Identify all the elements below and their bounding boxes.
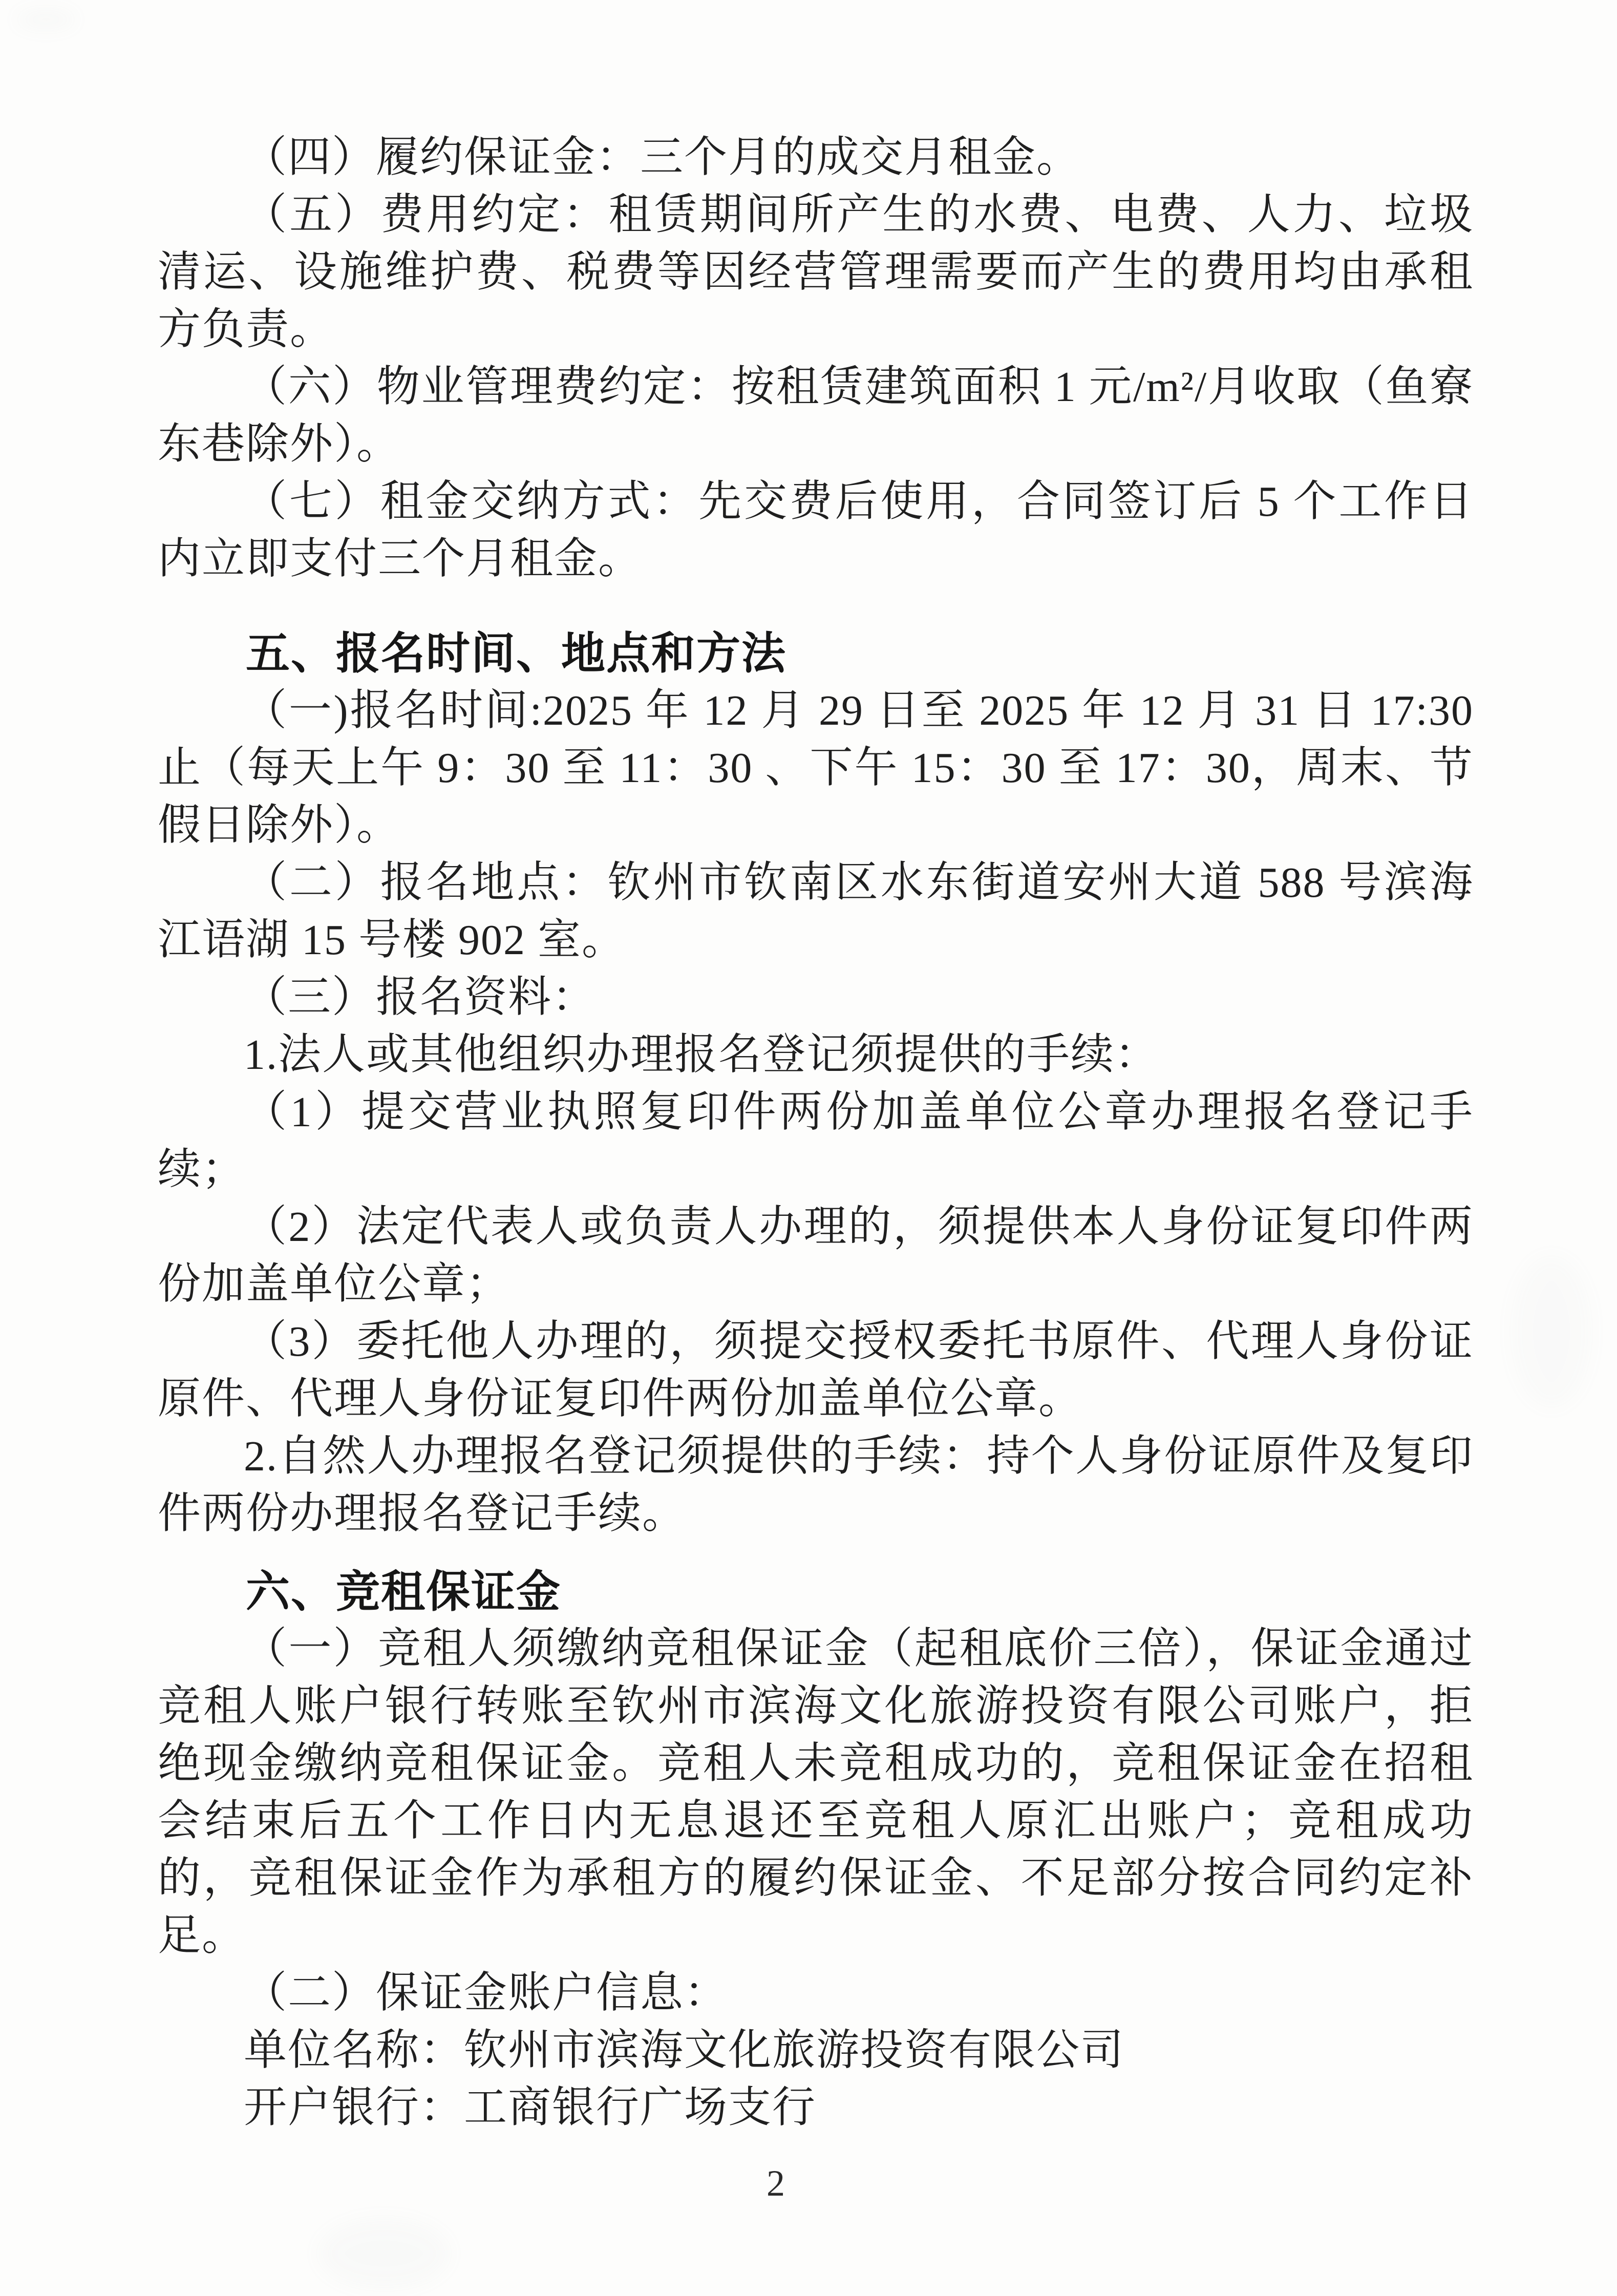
page-number: 2 [767,2163,785,2204]
document-body [158,129,1474,2137]
paragraph: 单位名称：钦州市滨海文化旅游投资有限公司 [244,2027,1125,2074]
section-heading: 六、竞租保证金 [246,1567,561,1616]
paragraph: （六）物业管理费约定：按租赁建筑面积 1 元/m²/月收取（鱼寮东巷除外）。 [158,363,1474,468]
paragraph: 1.法人或其他组织办理报名登记须提供的手续： [244,1031,1159,1079]
paragraph: （一)报名时间:2025 年 12 月 29 日至 2025 年 12 月 31 日 17:30 止（每天上午 9：30 至 11：30 、下午 15：30 至 17：30，周末、节假日除外）。 [158,687,1474,849]
paragraph: 开户银行：工商银行广场支行 [244,2084,817,2132]
scan-smudge [317,2218,451,2289]
paragraph: （五）费用约定：租赁期间所产生的水费、电费、人力、垃圾清运、设施维护费、税费等因经营管理需要而产生的费用均由承租方负责。 [158,191,1474,353]
paragraph: 2.自然人办理报名登记须提供的手续：持个人身份证原件及复印件两份办理报名登记手续。 [158,1433,1474,1537]
paragraph: （二）保证金账户信息： [244,1969,729,2017]
paragraph: （七）租金交纳方式：先交费后使用，合同签订后 5 个工作日内立即支付三个月租金。 [158,478,1474,583]
paragraph: （1）提交营业执照复印件两份加盖单位公章办理报名登记手续； [158,1088,1474,1193]
paragraph: （一）竞租人须缴纳竞租保证金（起租底价三倍），保证金通过竞租人账户银行转账至钦州市滨海文化旅游投资有限公司账户，拒绝现金缴纳竞租保证金。竞租人未竞租成功的，竞租保证金在招租会结束后五个工作日内无息退还至竞租人原汇出账户；竞租成功的，竞租保证金作为承租方的履约保证金、不足部分按合同约定补足。 [158,1625,1474,1960]
scan-smudge [1510,1255,1592,1408]
paragraph: （3）委托他人办理的，须提交授权委托书原件、代理人身份证原件、代理人身份证复印件两份加盖单位公章。 [158,1318,1474,1423]
paragraph: （三）报名资料： [244,974,597,1021]
paragraph: （二）报名地点：钦州市钦南区水东街道安州大道 588 号滨海江语湖 15 号楼 902 室。 [158,859,1474,964]
section-heading: 五、报名时间、地点和方法 [246,629,786,678]
paragraph: （四）履约保证金：三个月的成交月租金。 [244,134,1081,181]
scan-smudge [15,9,77,30]
paragraph: （2）法定代表人或负责人办理的，须提供本人身份证复印件两份加盖单位公章； [158,1203,1474,1308]
